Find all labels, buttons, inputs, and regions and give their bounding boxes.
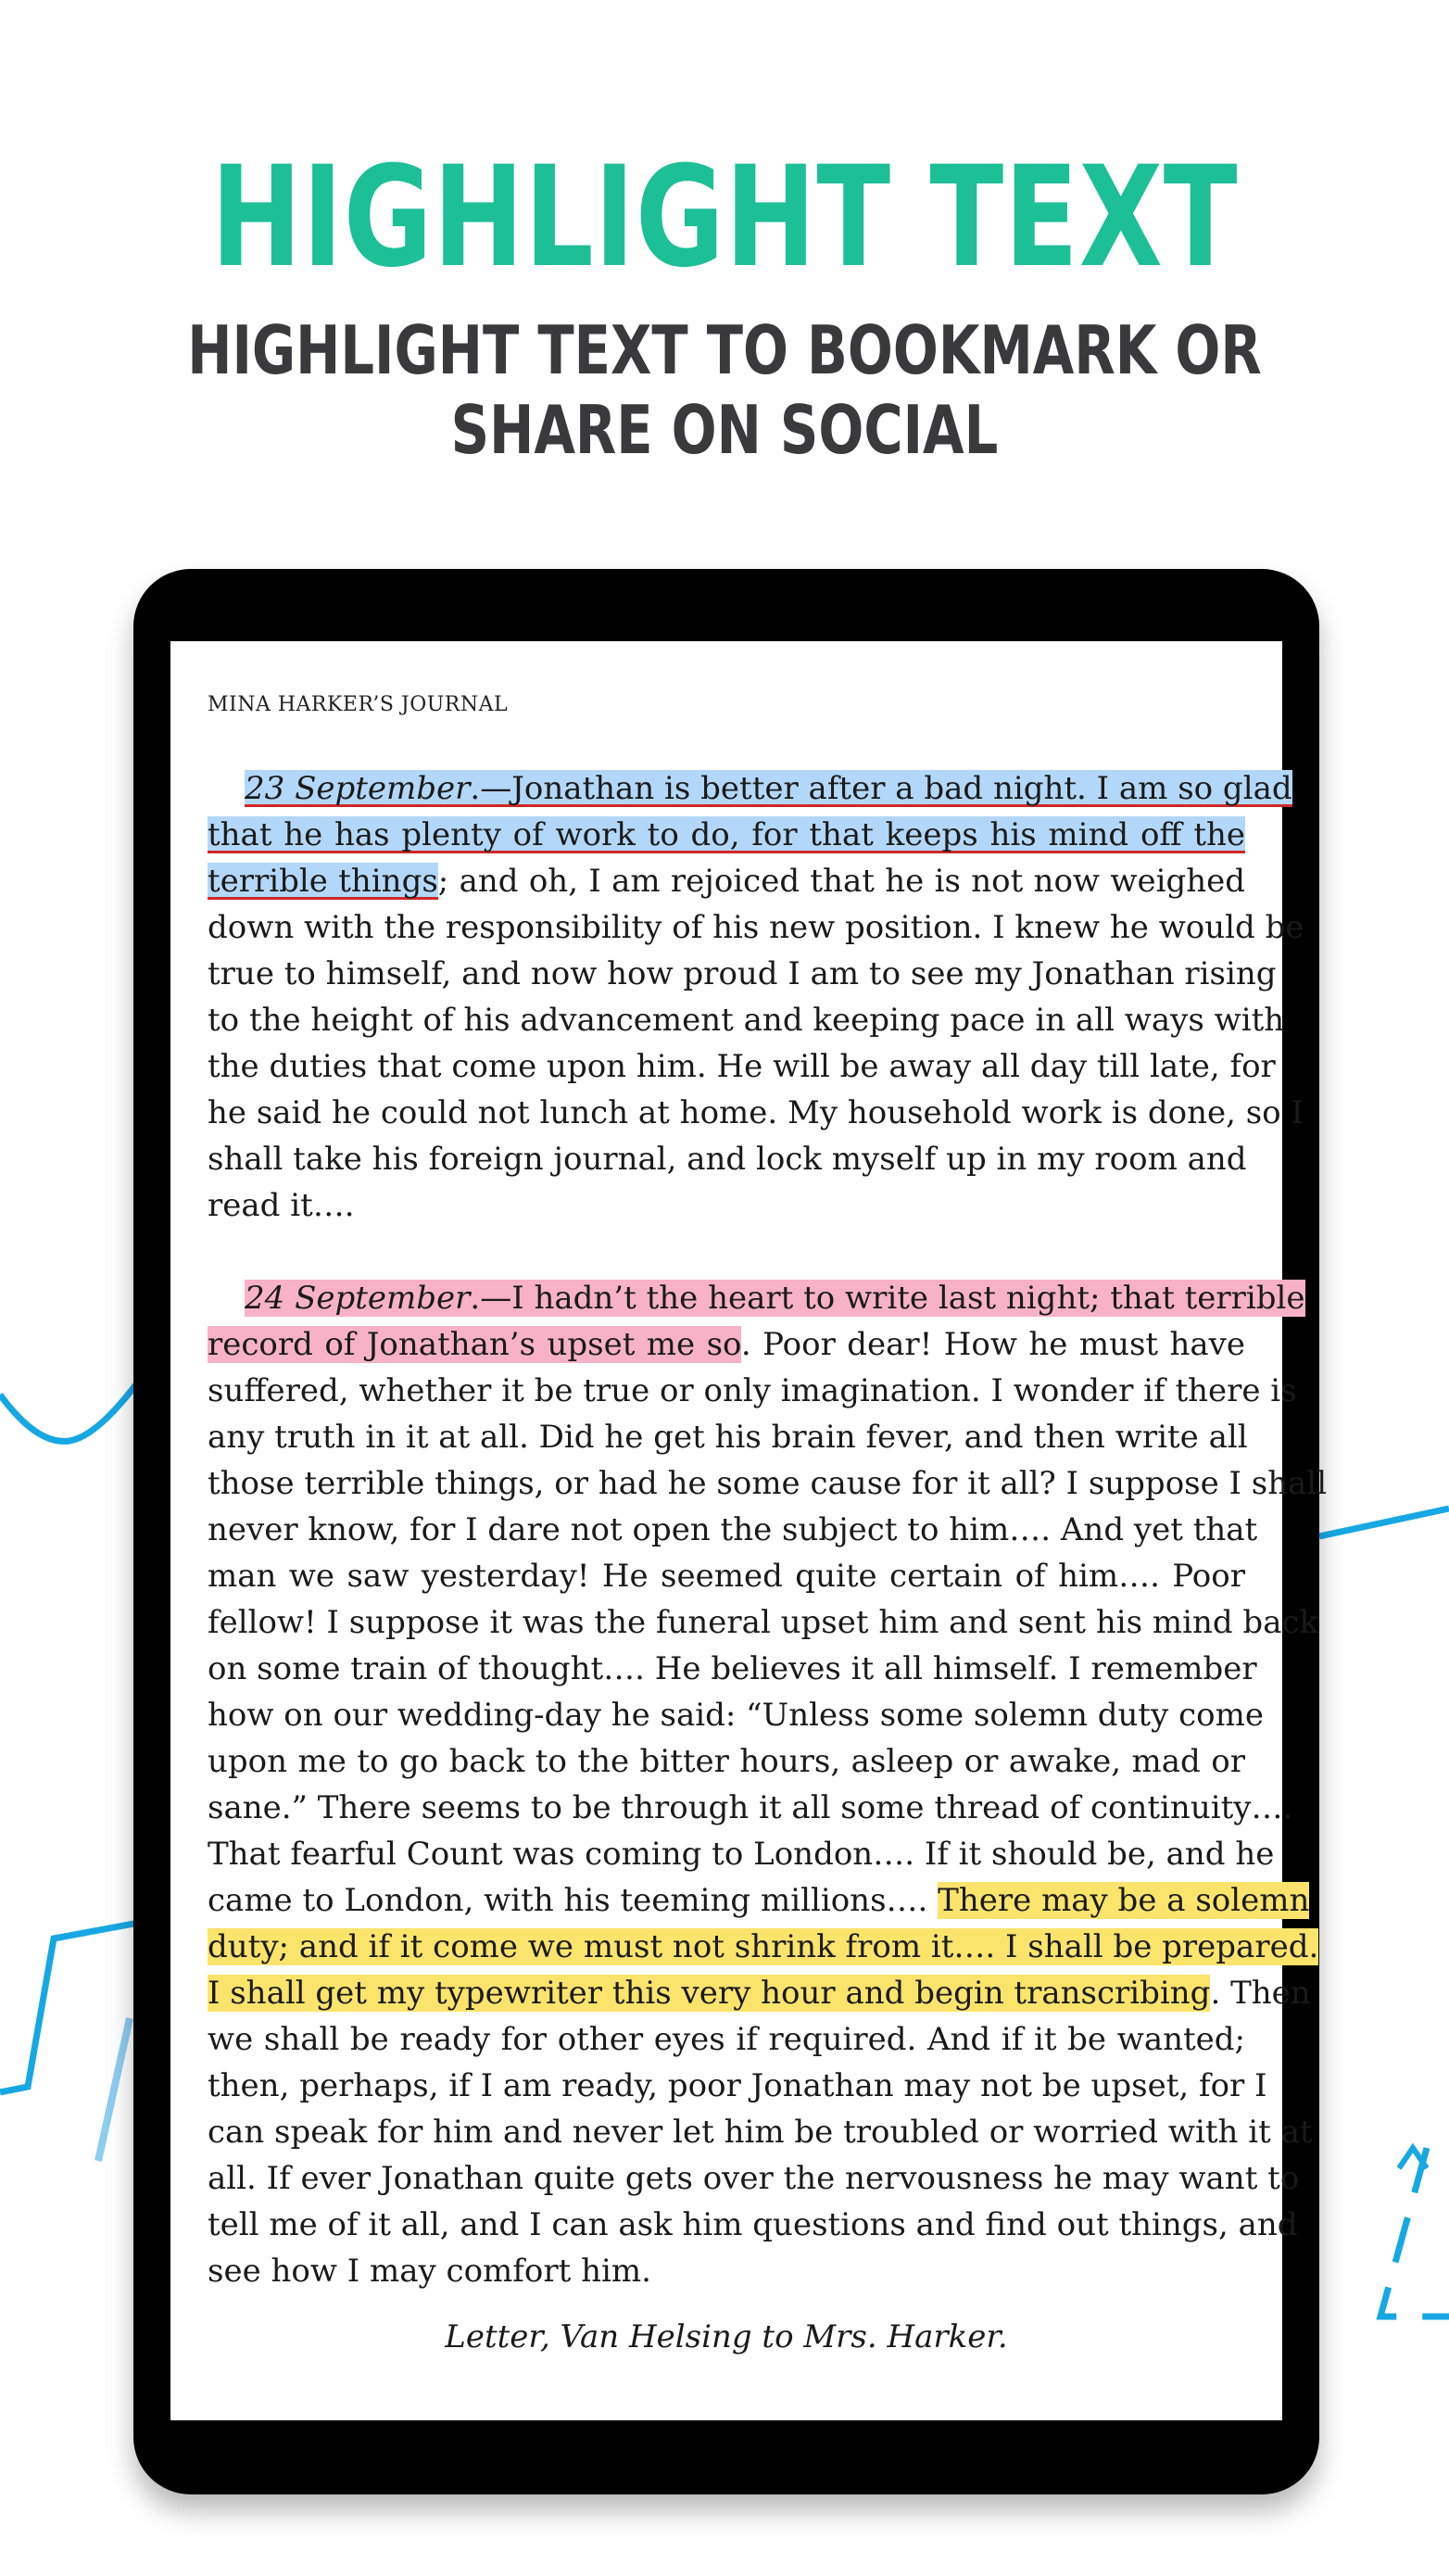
text-line[interactable]: on some train of thought…. He believes it all himself. I remember xyxy=(208,1650,1257,1687)
text-line[interactable] xyxy=(245,1275,1305,1321)
text-line[interactable]: any truth in it at all. Did he get his brain fever, and then write all xyxy=(208,1419,1248,1456)
highlight-blue[interactable]: that he has plenty of work to do, for that keeps his mind off the xyxy=(208,816,1245,853)
text-line[interactable]: to the height of his advancement and keeping pace in all ways with xyxy=(208,1002,1285,1039)
text-line[interactable]: he said he could not lunch at home. My household work is done, so I xyxy=(208,1094,1304,1131)
text-line[interactable]: record of Jonathan’s upset me so. Poor dear! How he must have xyxy=(208,1326,1246,1363)
text-line[interactable] xyxy=(245,765,1292,812)
text-line[interactable]: shall take his foreign journal, and lock myself up in my room and xyxy=(208,1141,1247,1178)
highlight-yellow[interactable]: There may be a solemn xyxy=(938,1882,1310,1919)
text-line[interactable]: those terrible things, or had he some cause for it all? I suppose I shall xyxy=(208,1465,1328,1502)
text-line[interactable]: suffered, whether it be true or only imagination. I wonder if there is xyxy=(208,1372,1297,1409)
text-line[interactable]: all. If ever Jonathan quite gets over the nervousness he may want to xyxy=(208,2160,1300,2197)
text-line[interactable]: how on our wedding-day he said: “Unless some solemn duty come xyxy=(208,1697,1264,1734)
hero-subtitle-line2: SHARE ON SOCIAL xyxy=(450,391,999,469)
light-slash-line xyxy=(98,2018,130,2161)
text-line[interactable]: came to London, with his teeming millions…. There may be a solemn xyxy=(208,1882,1310,1919)
text-line[interactable]: never know, for I dare not open the subject to him…. And yet that xyxy=(208,1511,1258,1548)
text-line[interactable]: That fearful Count was coming to London…. If it should be, and he xyxy=(208,1836,1275,1873)
highlight-blue[interactable]: 23 September.—Jonathan is better after a bad night. I am so glad xyxy=(245,770,1292,807)
letter-heading[interactable]: Letter, Van Helsing to Mrs. Harker. xyxy=(445,2318,1008,2355)
text-line[interactable]: sane.” There seems to be through it all some thread of continuity…. xyxy=(208,1789,1293,1826)
hero-subtitle-line1: HIGHLIGHT TEXT TO BOOKMARK OR xyxy=(187,311,1262,389)
text-line[interactable]: I shall get my typewriter this very hour and begin transcribing. Then xyxy=(208,1975,1311,2012)
highlight-blue[interactable]: terrible things xyxy=(208,863,438,900)
text-line[interactable]: see how I may comfort him. xyxy=(208,2253,651,2290)
highlight-yellow[interactable]: I shall get my typewriter this very hour and begin transcribing xyxy=(208,1975,1211,2012)
dashed-triangle xyxy=(1380,2148,1449,2317)
text-line[interactable]: true to himself, and now how proud I am to see my Jonathan rising xyxy=(208,955,1277,992)
text-line[interactable] xyxy=(208,812,1245,858)
highlight-pink[interactable]: 24 September.—I hadn’t the heart to write last night; that terrible xyxy=(245,1280,1305,1317)
text-line[interactable]: then, perhaps, if I am ready, poor Jonathan may not be upset, for I xyxy=(208,2067,1267,2104)
reader-page[interactable] xyxy=(170,641,1328,2420)
text-line[interactable]: the duties that come upon him. He will be away all day till late, for xyxy=(208,1048,1276,1085)
text-line[interactable]: tell me of it all, and I can ask him questions and find out things, and xyxy=(208,2206,1298,2243)
right-diagonal-line xyxy=(1319,1509,1449,1536)
text-line[interactable]: man we saw yesterday! He seemed quite certain of him…. Poor xyxy=(208,1558,1245,1595)
text-line[interactable]: fellow! I suppose it was the funeral upset him and sent his mind back xyxy=(208,1604,1319,1641)
highlight-pink[interactable]: record of Jonathan’s upset me so xyxy=(208,1326,741,1363)
running-head: MINA HARKER’S JOURNAL xyxy=(208,693,509,716)
highlight-yellow[interactable]: duty; and if it come we must not shrink from it…. I shall be prepared. xyxy=(208,1928,1319,1965)
text-line[interactable] xyxy=(208,1924,1319,1970)
text-line[interactable]: we shall be ready for other eyes if required. And if it be wanted; xyxy=(208,2021,1245,2058)
text-line[interactable]: can speak for him and never let him be troubled or worried with it at xyxy=(208,2114,1313,2151)
text-line[interactable]: read it…. xyxy=(208,1187,355,1224)
text-line[interactable]: terrible things; and oh, I am rejoiced that he is not now weighed xyxy=(208,863,1245,900)
tablet-frame xyxy=(133,569,1328,2494)
hero-subtitle xyxy=(145,310,1304,470)
text-line[interactable]: down with the responsibility of his new position. I knew he would be xyxy=(208,909,1304,946)
hero-title: HIGHLIGHT TEXT xyxy=(210,137,1239,298)
wave-line xyxy=(0,1381,139,1441)
text-line[interactable]: upon me to go back to the bitter hours, asleep or awake, mad or xyxy=(208,1743,1245,1780)
